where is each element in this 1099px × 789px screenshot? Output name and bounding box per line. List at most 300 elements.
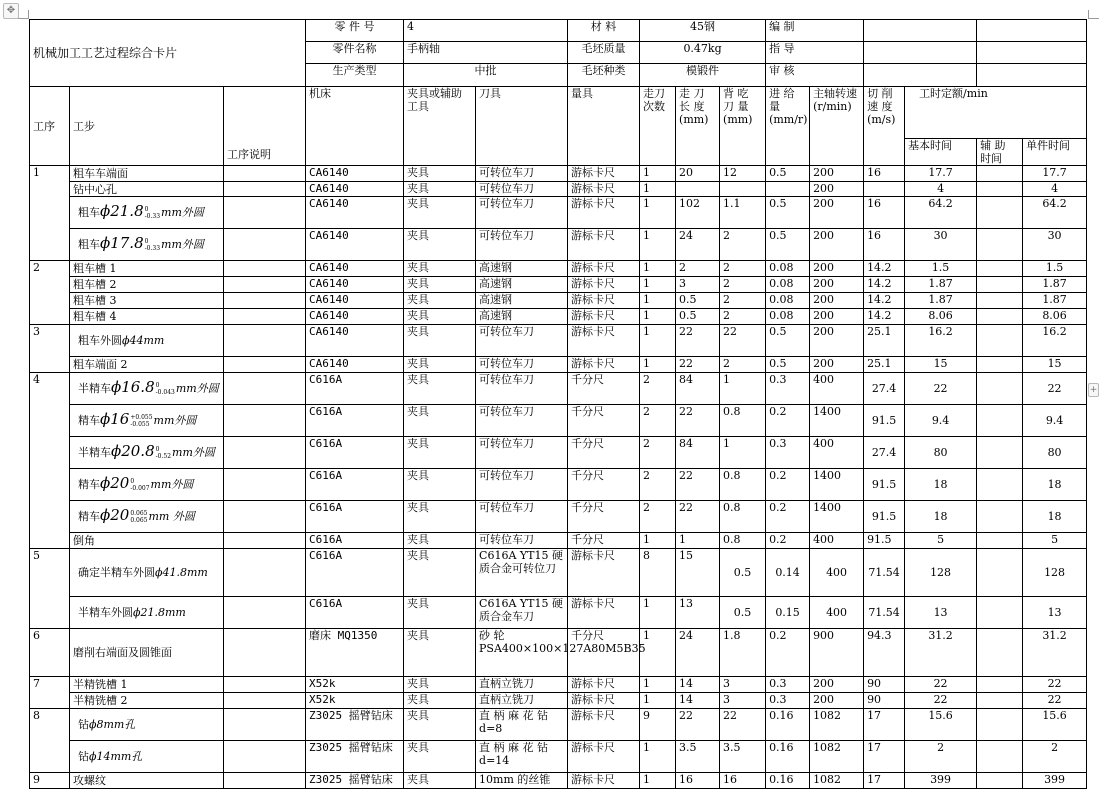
feed-cell: 0.5 [766, 166, 810, 182]
speed-cell: 200 [810, 277, 864, 293]
diameter-symbol: ϕ17.8 [100, 234, 144, 252]
aux-time-cell[interactable] [977, 325, 1023, 357]
diameter-symbol: ϕ21.8 [100, 202, 144, 220]
step-description[interactable]: 粗车端面 2 [70, 357, 224, 373]
vc-cell: 16 [864, 166, 905, 182]
review-value[interactable] [864, 64, 977, 87]
note-cell[interactable] [224, 469, 306, 501]
passes-cell: 2 [640, 469, 676, 501]
step-description[interactable]: 钻中心孔 [70, 182, 224, 197]
machine-cell: CA6140 [306, 261, 404, 277]
process-number: 1 [30, 166, 70, 261]
aux-time-cell[interactable] [977, 197, 1023, 229]
vc-cell: 16 [864, 197, 905, 229]
aux-time-cell[interactable] [977, 741, 1023, 773]
unit-cell: 2 [1023, 741, 1087, 773]
tool-cell: 可转位车刀 [476, 197, 568, 229]
aux-time-cell[interactable] [977, 182, 1023, 197]
length-cell: 24 [676, 629, 720, 677]
unit-cell: 9.4 [1023, 405, 1087, 437]
step-description[interactable] [70, 197, 224, 229]
basic-cell: 2 [905, 741, 977, 773]
note-cell[interactable] [224, 229, 306, 261]
fixture-cell: 夹具 [404, 373, 476, 405]
table-row [30, 405, 1087, 437]
passes-cell: 9 [640, 709, 676, 741]
step-description[interactable]: 半精铣槽 2 [70, 693, 224, 709]
length-cell: 16 [676, 773, 720, 789]
step-description[interactable]: 粗车槽 1 [70, 261, 224, 277]
col-gauge: 量具 [568, 87, 640, 166]
step-description[interactable]: 半精铣槽 1 [70, 677, 224, 693]
length-cell: 22 [676, 469, 720, 501]
diameter-symbol: ϕ20 [100, 506, 130, 524]
vc-cell: 91.5 [864, 469, 905, 501]
part-name-value: 手柄轴 [404, 42, 568, 64]
passes-cell: 2 [640, 405, 676, 437]
length-cell: 22 [676, 357, 720, 373]
basic-cell: 5 [905, 533, 977, 549]
feed-cell: 0.2 [766, 501, 810, 533]
gauge-cell: 游标卡尺 [568, 261, 640, 277]
step-description[interactable]: 粗车车端面 [70, 166, 224, 182]
step-description[interactable] [70, 469, 224, 501]
machine-cell: X52k [306, 677, 404, 693]
step-description[interactable] [70, 741, 224, 773]
step-prefix: 半精车外圆 [78, 606, 133, 619]
step-description[interactable] [70, 549, 224, 597]
feed-cell: 0.3 [766, 693, 810, 709]
guide-extra[interactable] [977, 42, 1087, 64]
speed-cell: 200 [810, 693, 864, 709]
basic-cell: 9.4 [905, 405, 977, 437]
feed-cell: 0.15 [766, 597, 810, 629]
note-cell[interactable] [224, 501, 306, 533]
fixture-cell: 夹具 [404, 357, 476, 373]
gauge-cell: 游标卡尺 [568, 293, 640, 309]
tool-cell: 可转位车刀 [476, 405, 568, 437]
speed-cell: 1400 [810, 469, 864, 501]
basic-cell: 16.2 [905, 325, 977, 357]
review-label: 审 核 [766, 64, 864, 87]
basic-cell: 128 [905, 549, 977, 597]
step-suffix: mm孔 [110, 750, 143, 763]
machine-cell: CA6140 [306, 197, 404, 229]
vc-cell: 27.4 [864, 437, 905, 469]
note-cell[interactable] [224, 261, 306, 277]
diameter-symbol: ϕ44 [122, 334, 144, 347]
col-fixture: 夹具或辅助工具 [404, 87, 476, 166]
length-cell: 3 [676, 277, 720, 293]
step-suffix: mm 外圆 [148, 510, 195, 523]
length-cell: 0.5 [676, 309, 720, 325]
review-extra[interactable] [977, 64, 1087, 87]
vc-cell: 16 [864, 229, 905, 261]
passes-cell: 1 [640, 533, 676, 549]
step-description[interactable] [70, 373, 224, 405]
feed-cell: 0.5 [766, 229, 810, 261]
aux-time-cell[interactable] [977, 261, 1023, 277]
material-value: 45钢 [640, 20, 766, 42]
machine-cell: C616A [306, 469, 404, 501]
note-cell[interactable] [224, 533, 306, 549]
passes-cell: 1 [640, 597, 676, 629]
col-speed: 主轴转速 (r/min) [810, 87, 864, 166]
aux-time-cell[interactable] [977, 549, 1023, 597]
passes-cell: 1 [640, 629, 676, 677]
unit-cell: 8.06 [1023, 309, 1087, 325]
vc-cell: 25.1 [864, 357, 905, 373]
process-number: 9 [30, 773, 70, 789]
table-row [30, 166, 1087, 182]
step-description[interactable] [70, 229, 224, 261]
machine-cell: CA6140 [306, 293, 404, 309]
blank-mass-label: 毛坯质量 [568, 42, 640, 64]
depth-cell: 22 [720, 709, 766, 741]
depth-cell: 1 [720, 437, 766, 469]
compile-label: 编 制 [766, 20, 864, 42]
aux-time-cell[interactable] [977, 469, 1023, 501]
length-cell: 3.5 [676, 741, 720, 773]
diameter-symbol: ϕ20 [100, 474, 130, 492]
tolerance-upper: 0 [130, 478, 135, 485]
part-no-value: 4 [404, 20, 568, 42]
aux-time-cell[interactable] [977, 373, 1023, 405]
blank-type-value: 模锻件 [640, 64, 766, 87]
aux-time-cell[interactable] [977, 357, 1023, 373]
step-description[interactable]: 粗车槽 2 [70, 277, 224, 293]
step-suffix: mm外圆 [161, 206, 204, 219]
step-prefix: 粗车 [78, 238, 100, 251]
depth-cell: 3 [720, 693, 766, 709]
aux-time-cell[interactable] [977, 677, 1023, 693]
step-description[interactable] [70, 501, 224, 533]
depth-cell: 2 [720, 229, 766, 261]
process-number: 5 [30, 549, 70, 629]
fixture-cell: 夹具 [404, 437, 476, 469]
machine-cell: CA6140 [306, 325, 404, 357]
add-column-icon[interactable]: + [1089, 385, 1098, 395]
basic-cell: 22 [905, 373, 977, 405]
basic-cell: 1.5 [905, 261, 977, 277]
depth-cell [720, 182, 766, 197]
diameter-symbol: ϕ41.8 [155, 566, 187, 579]
note-cell[interactable] [224, 357, 306, 373]
fixture-cell: 夹具 [404, 693, 476, 709]
note-cell[interactable] [224, 309, 306, 325]
depth-cell: 1.1 [720, 197, 766, 229]
note-cell[interactable] [224, 325, 306, 357]
tool-cell: 直 柄 麻 花 钻 d=8 [476, 709, 568, 741]
fixture-cell: 夹具 [404, 677, 476, 693]
tool-cell: 高速钢 [476, 261, 568, 277]
col-cut-speed: 切 削 速 度 (m/s) [864, 87, 905, 166]
depth-cell: 0.8 [720, 533, 766, 549]
depth-cell: 1 [720, 373, 766, 405]
tolerance [145, 238, 160, 252]
feed-cell: 0.3 [766, 437, 810, 469]
depth-cell: 12 [720, 166, 766, 182]
tolerance-lower: 0.065 [130, 517, 148, 524]
unit-cell: 30 [1023, 229, 1087, 261]
note-cell[interactable] [224, 405, 306, 437]
step-description[interactable]: 磨削右端面及圆锥面 [70, 629, 224, 677]
step-description[interactable]: 粗车槽 3 [70, 293, 224, 309]
unit-cell: 80 [1023, 437, 1087, 469]
depth-cell: 0.8 [720, 405, 766, 437]
basic-cell: 399 [905, 773, 977, 789]
tolerance-lower: -0.52 [155, 453, 172, 460]
tolerance-lower: -0.055 [130, 421, 150, 428]
fixture-cell: 夹具 [404, 709, 476, 741]
compile-value[interactable] [864, 20, 977, 42]
note-cell[interactable] [224, 277, 306, 293]
table-row [30, 741, 1087, 773]
step-description[interactable]: 粗车槽 4 [70, 309, 224, 325]
fixture-cell: 夹具 [404, 469, 476, 501]
machine-cell: CA6140 [306, 182, 404, 197]
tool-cell: 高速钢 [476, 309, 568, 325]
depth-cell: 0.5 [720, 549, 766, 597]
passes-cell: 2 [640, 437, 676, 469]
gauge-cell: 游标卡尺 [568, 357, 640, 373]
speed-cell: 1400 [810, 405, 864, 437]
note-cell[interactable] [224, 293, 306, 309]
vc-cell: 71.54 [864, 597, 905, 629]
speed-cell: 1082 [810, 709, 864, 741]
basic-cell: 13 [905, 597, 977, 629]
diameter-symbol: ϕ21.8 [133, 606, 165, 619]
step-description[interactable]: 攻螺纹 [70, 773, 224, 789]
tool-cell: 直柄立铣刀 [476, 677, 568, 693]
gauge-cell: 游标卡尺 [568, 773, 640, 789]
basic-cell: 4 [905, 182, 977, 197]
table-move-handle-icon[interactable]: ✥ [3, 3, 19, 19]
step-description[interactable] [70, 597, 224, 629]
speed-cell: 200 [810, 309, 864, 325]
compile-extra[interactable] [977, 20, 1087, 42]
part-name-label: 零件名称 [306, 42, 404, 64]
fixture-cell: 夹具 [404, 501, 476, 533]
process-rows [30, 166, 1087, 789]
tolerance [130, 510, 147, 524]
depth-cell: 2 [720, 293, 766, 309]
tool-cell: 可转位车刀 [476, 373, 568, 405]
speed-cell: 400 [810, 373, 864, 405]
tolerance-upper: 0 [155, 446, 160, 453]
feed-cell [766, 182, 810, 197]
crop-mark-top-left [18, 10, 29, 19]
speed-cell: 400 [810, 437, 864, 469]
passes-cell: 1 [640, 261, 676, 277]
gauge-cell: 千分尺 [568, 501, 640, 533]
vc-cell: 91.5 [864, 533, 905, 549]
gauge-cell: 千分尺 [568, 437, 640, 469]
unit-cell: 22 [1023, 373, 1087, 405]
prod-type-value: 中批 [404, 64, 568, 87]
col-unit-time: 单件时间 [1023, 139, 1087, 166]
note-cell[interactable] [224, 629, 306, 677]
table-row [30, 693, 1087, 709]
note-cell[interactable] [224, 677, 306, 693]
fixture-cell: 夹具 [404, 229, 476, 261]
length-cell: 84 [676, 437, 720, 469]
vc-cell: 14.2 [864, 309, 905, 325]
tool-cell: 高速钢 [476, 293, 568, 309]
aux-time-cell[interactable] [977, 437, 1023, 469]
tolerance-upper: +0.055 [130, 414, 153, 421]
step-prefix: 粗车 [78, 206, 100, 219]
length-cell: 13 [676, 597, 720, 629]
feed-cell: 0.08 [766, 293, 810, 309]
aux-time-cell[interactable] [977, 405, 1023, 437]
length-cell: 14 [676, 677, 720, 693]
fixture-cell: 夹具 [404, 597, 476, 629]
machine-cell: CA6140 [306, 229, 404, 261]
basic-cell: 1.87 [905, 293, 977, 309]
speed-cell: 1400 [810, 501, 864, 533]
process-card-table [29, 19, 1087, 789]
passes-cell: 1 [640, 229, 676, 261]
tool-cell: 直柄立铣刀 [476, 693, 568, 709]
basic-cell: 64.2 [905, 197, 977, 229]
vc-cell: 17 [864, 709, 905, 741]
fixture-cell: 夹具 [404, 166, 476, 182]
aux-time-cell[interactable] [977, 597, 1023, 629]
machine-cell: Z3025 摇臂钻床 [306, 773, 404, 789]
speed-cell: 200 [810, 261, 864, 277]
tool-cell: 可转位车刀 [476, 325, 568, 357]
depth-cell: 3.5 [720, 741, 766, 773]
step-suffix: mm [143, 334, 165, 347]
fixture-cell: 夹具 [404, 741, 476, 773]
note-cell[interactable] [224, 741, 306, 773]
step-description[interactable]: 倒角 [70, 533, 224, 549]
tolerance [130, 478, 149, 492]
aux-time-cell[interactable] [977, 293, 1023, 309]
gauge-cell: 千分尺 [568, 405, 640, 437]
step-suffix: mm外圆 [161, 238, 204, 251]
note-cell[interactable] [224, 373, 306, 405]
passes-cell: 1 [640, 325, 676, 357]
note-cell[interactable] [224, 693, 306, 709]
machine-cell: CA6140 [306, 277, 404, 293]
tolerance-lower: -0.33 [144, 245, 161, 252]
step-prefix: 钻 [78, 718, 89, 731]
unit-cell: 1.87 [1023, 293, 1087, 309]
basic-cell: 31.2 [905, 629, 977, 677]
note-cell[interactable] [224, 709, 306, 741]
machine-cell: 磨床 MQ1350 [306, 629, 404, 677]
col-machine: 机床 [306, 87, 404, 166]
aux-time-cell[interactable] [977, 629, 1023, 677]
passes-cell: 1 [640, 677, 676, 693]
machine-cell: C616A [306, 533, 404, 549]
gauge-cell: 游标卡尺 [568, 677, 640, 693]
aux-time-cell[interactable] [977, 773, 1023, 789]
table-row [30, 182, 1087, 197]
col-note: 工序说明 [224, 87, 306, 166]
tool-cell: C616A YT15 硬质合金车刀 [476, 597, 568, 629]
col-step: 工步 [70, 87, 224, 166]
note-cell[interactable] [224, 437, 306, 469]
process-number: 4 [30, 373, 70, 549]
step-prefix: 粗车外圆 [78, 334, 122, 347]
fixture-cell: 夹具 [404, 197, 476, 229]
guide-value[interactable] [864, 42, 977, 64]
note-cell[interactable] [224, 182, 306, 197]
step-description[interactable] [70, 437, 224, 469]
col-tool: 刀具 [476, 87, 568, 166]
vc-cell: 91.5 [864, 501, 905, 533]
table-row [30, 709, 1087, 741]
table-row [30, 261, 1087, 277]
aux-time-cell[interactable] [977, 709, 1023, 741]
note-cell[interactable] [224, 773, 306, 789]
aux-time-cell[interactable] [977, 277, 1023, 293]
table-row [30, 309, 1087, 325]
length-cell [676, 182, 720, 197]
tool-cell: 可转位车刀 [476, 229, 568, 261]
note-cell[interactable] [224, 597, 306, 629]
blank-mass-value: 0.47kg [640, 42, 766, 64]
machine-cell: C616A [306, 373, 404, 405]
card-title: 机械加工工艺过程综合卡片 [30, 20, 306, 87]
feed-cell: 0.08 [766, 261, 810, 277]
vc-cell: 17 [864, 741, 905, 773]
note-cell[interactable] [224, 197, 306, 229]
step-prefix: 确定半精车外圆 [78, 566, 155, 579]
basic-cell: 15 [905, 357, 977, 373]
step-prefix: 半精车 [78, 446, 111, 459]
tolerance-upper: 0 [144, 206, 149, 213]
blank-type-label: 毛坯种类 [568, 64, 640, 87]
fixture-cell: 夹具 [404, 549, 476, 597]
unit-cell: 399 [1023, 773, 1087, 789]
diameter-symbol: ϕ8 [89, 718, 104, 731]
feed-cell: 0.5 [766, 325, 810, 357]
fixture-cell: 夹具 [404, 182, 476, 197]
aux-time-cell[interactable] [977, 229, 1023, 261]
length-cell: 24 [676, 229, 720, 261]
aux-time-cell[interactable] [977, 309, 1023, 325]
unit-cell: 17.7 [1023, 166, 1087, 182]
material-label: 材 料 [568, 20, 640, 42]
step-prefix: 半精车 [78, 382, 111, 395]
diameter-symbol: ϕ16 [100, 410, 130, 428]
step-description[interactable] [70, 325, 224, 357]
passes-cell: 1 [640, 357, 676, 373]
tolerance-lower: -0.043 [155, 389, 175, 396]
aux-time-cell[interactable] [977, 533, 1023, 549]
note-cell[interactable] [224, 166, 306, 182]
aux-time-cell[interactable] [977, 166, 1023, 182]
tool-cell: 可转位车刀 [476, 166, 568, 182]
note-cell[interactable] [224, 549, 306, 597]
depth-cell: 2 [720, 277, 766, 293]
fixture-cell: 夹具 [404, 309, 476, 325]
step-description[interactable] [70, 709, 224, 741]
table-row [30, 293, 1087, 309]
process-number: 8 [30, 709, 70, 773]
aux-time-cell[interactable] [977, 693, 1023, 709]
tolerance-upper: 0 [155, 382, 160, 389]
diameter-symbol: ϕ16.8 [111, 378, 155, 396]
gauge-cell: 游标卡尺 [568, 709, 640, 741]
step-description[interactable] [70, 405, 224, 437]
aux-time-cell[interactable] [977, 501, 1023, 533]
fixture-cell: 夹具 [404, 277, 476, 293]
